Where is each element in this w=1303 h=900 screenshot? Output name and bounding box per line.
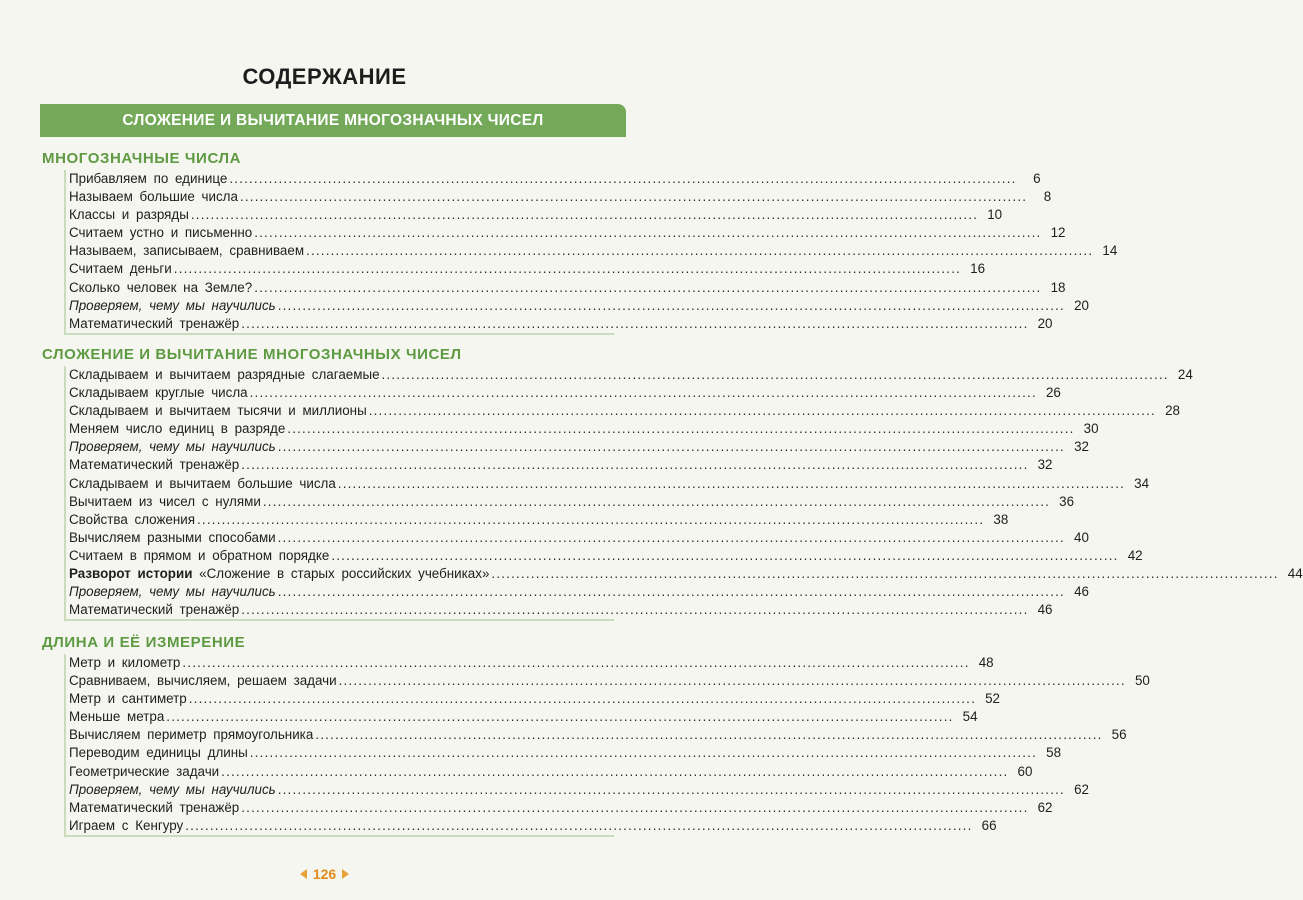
toc-entry-page: 20 <box>1074 297 1089 313</box>
dot-leader: ................................................................................................................................................................ <box>239 189 1028 205</box>
section-heading: СЛОЖЕНИЕ И ВЫЧИТАНИЕ МНОГОЗНАЧНЫХ ЧИСЕЛ <box>42 346 462 363</box>
toc-entry-text: Считаем деньги <box>69 261 172 277</box>
dot-leader: ................................................................................................................................................................ <box>185 817 973 833</box>
dot-leader: ................................................................................................................................................................ <box>166 709 954 725</box>
toc-entry-text: Математический тренажёр <box>69 457 240 473</box>
toc-entry-page: 66 <box>981 817 997 833</box>
toc-entry-page: 46 <box>1074 584 1089 600</box>
toc-entry-title <box>69 565 489 583</box>
toc-entry-text: Классы и разряды <box>69 207 189 223</box>
toc-entry-page: 34 <box>1134 475 1150 491</box>
toc-entry-title <box>69 529 276 547</box>
toc-entry-title <box>69 583 276 601</box>
toc-entry[interactable] <box>69 366 1193 384</box>
next-page-arrow-icon[interactable] <box>342 869 349 879</box>
toc-entry-text: Меняем число единиц в разряде <box>69 421 286 437</box>
toc-entry-text: Метр и сантиметр <box>69 691 187 707</box>
toc-entry-title <box>69 799 239 817</box>
dot-leader: ................................................................................................................................................................ <box>381 367 1169 382</box>
toc-entry[interactable] <box>69 583 1089 601</box>
toc-entry[interactable] <box>69 511 1009 529</box>
toc-entry-page: 44 <box>1287 566 1303 582</box>
toc-entries <box>64 170 1118 335</box>
toc-entry-title <box>69 242 304 260</box>
dot-leader: ................................................................................................................................................................ <box>249 385 1037 401</box>
dot-leader: ................................................................................................................................................................ <box>277 529 1065 545</box>
toc-entry-page: 42 <box>1127 547 1143 563</box>
dot-leader: ................................................................................................................................................................ <box>221 763 1009 779</box>
prev-page-arrow-icon[interactable] <box>300 869 307 879</box>
toc-entry[interactable] <box>69 799 1053 817</box>
toc-entry-title <box>69 456 239 474</box>
toc-entry-text: Математический тренажёр <box>69 602 240 618</box>
chapter-title: СЛОЖЕНИЕ И ВЫЧИТАНИЕ МНОГОЗНАЧНЫХ ЧИСЕЛ <box>122 111 544 129</box>
chapter-banner <box>40 104 626 137</box>
toc-entry-text: Сколько человек на Земле? <box>69 279 253 295</box>
toc-entry[interactable] <box>69 744 1062 762</box>
dot-leader: ................................................................................................................................................................ <box>277 584 1065 600</box>
toc-entry[interactable] <box>69 690 1001 708</box>
toc-entry-page: 8 <box>1043 189 1052 205</box>
dot-leader: ................................................................................................................................................................ <box>197 511 985 527</box>
toc-entry-page: 38 <box>993 511 1009 527</box>
toc-entry-title <box>69 817 183 835</box>
toc-entry-text: Проверяем, чему мы научились <box>69 781 276 797</box>
toc-entries <box>64 654 1150 837</box>
toc-entry[interactable] <box>69 170 1041 188</box>
toc-entry-text: Математический тренажёр <box>69 315 240 331</box>
toc-section-1 <box>40 148 1118 335</box>
toc-entries <box>64 366 1303 621</box>
toc-entry[interactable] <box>69 188 1052 206</box>
toc-entry-title <box>69 420 285 438</box>
toc-entry-page: 62 <box>1037 799 1053 815</box>
section-heading: ДЛИНА И ЕЁ ИЗМЕРЕНИЕ <box>42 634 246 651</box>
toc-entry[interactable] <box>69 315 1053 333</box>
toc-entry-text: Складываем и вычитаем разрядные слагаемые <box>69 367 380 382</box>
dot-leader: ................................................................................................................................................................ <box>331 547 1119 563</box>
dot-leader: ................................................................................................................................................................ <box>491 566 1279 582</box>
toc-entry-title <box>69 672 337 690</box>
toc-entry-page: 54 <box>962 709 978 725</box>
dot-leader: ................................................................................................................................................................ <box>241 315 1029 331</box>
dot-leader: ................................................................................................................................................................ <box>277 297 1065 313</box>
toc-entry[interactable] <box>69 475 1150 493</box>
toc-entry-title <box>69 708 164 726</box>
toc-entry-text: Проверяем, чему мы научились <box>69 297 276 313</box>
toc-entry-text: Свойства сложения <box>69 511 196 527</box>
toc-entry[interactable] <box>69 565 1303 583</box>
toc-entry-text: Складываем и вычитаем большие числа <box>69 475 336 491</box>
toc-entry[interactable] <box>69 493 1075 511</box>
toc-entry-title <box>69 438 276 456</box>
toc-entry-page: 58 <box>1046 745 1062 761</box>
toc-entry[interactable] <box>69 402 1180 420</box>
toc-entry[interactable] <box>69 260 986 278</box>
toc-entry[interactable] <box>69 438 1089 456</box>
toc-entry[interactable] <box>69 297 1089 315</box>
toc-entry-title <box>69 206 189 224</box>
toc-entry[interactable] <box>69 547 1143 565</box>
toc-entry-text: Сравниваем, вычисляем, решаем задачи <box>69 673 337 689</box>
dot-leader: ................................................................................................................................................................ <box>368 403 1156 419</box>
toc-entry-text: Проверяем, чему мы научились <box>69 439 276 455</box>
toc-entry-title <box>69 511 195 529</box>
toc-entry-text: Проверяем, чему мы научились <box>69 584 276 600</box>
toc-entry-title <box>69 690 187 708</box>
toc-entry-title <box>69 601 239 619</box>
toc-entry-text: Вычитаем из чисел с нулями <box>69 493 261 509</box>
toc-entry[interactable] <box>69 384 1061 402</box>
toc-entry-text: Меньше метра <box>69 709 165 725</box>
dot-leader: ................................................................................................................................................................ <box>277 439 1065 455</box>
page-title: СОДЕРЖАНИЕ <box>242 64 407 89</box>
toc-entry-title <box>69 297 276 315</box>
toc-entry-page: 50 <box>1134 673 1150 689</box>
toc-entry-text: Складываем и вычитаем тысячи и миллионы <box>69 403 367 419</box>
dot-leader: ................................................................................................................................................................ <box>190 207 979 223</box>
dot-leader: ................................................................................................................................................................ <box>241 602 1029 618</box>
dot-leader: ................................................................................................................................................................ <box>229 171 1017 186</box>
toc-entry-title <box>69 402 367 420</box>
toc-entry[interactable] <box>69 763 1033 781</box>
dot-leader: ................................................................................................................................................................ <box>241 799 1029 815</box>
toc-entry-title <box>69 475 336 493</box>
toc-entry-page: 20 <box>1037 315 1053 331</box>
dot-leader: ................................................................................................................................................................ <box>262 493 1051 509</box>
dot-leader: ................................................................................................................................................................ <box>254 225 1042 241</box>
toc-entry-title <box>69 744 248 762</box>
dot-leader: ................................................................................................................................................................ <box>188 691 977 707</box>
dot-leader: ................................................................................................................................................................ <box>173 261 962 277</box>
dot-leader: ................................................................................................................................................................ <box>254 279 1042 295</box>
toc-entry-page: 24 <box>1177 367 1193 382</box>
toc-entry[interactable] <box>69 456 1053 474</box>
page-footer <box>0 866 649 882</box>
toc-entry-page: 12 <box>1050 225 1066 241</box>
toc-entry-page: 46 <box>1037 602 1053 618</box>
toc-entry[interactable] <box>69 420 1099 438</box>
dot-leader: ................................................................................................................................................................ <box>249 745 1038 761</box>
toc-entry-page: 60 <box>1017 763 1033 779</box>
toc-entry-title <box>69 384 248 402</box>
toc-entry-page: 18 <box>1050 279 1066 295</box>
toc-entry-text: Считаем в прямом и обратном порядке <box>69 547 330 563</box>
toc-entry-text: Считаем устно и письменно <box>69 225 253 241</box>
dot-leader: ................................................................................................................................................................ <box>182 655 970 670</box>
dot-leader: ................................................................................................................................................................ <box>277 781 1065 797</box>
toc-entry[interactable] <box>69 529 1089 547</box>
toc-entry-title <box>69 763 219 781</box>
toc-entry-text: Называем, записываем, сравниваем <box>69 243 305 259</box>
toc-entry-title <box>69 188 238 206</box>
toc-entry-text: Вычисляем периметр прямоугольника <box>69 727 314 743</box>
toc-entry-page: 10 <box>987 207 1003 223</box>
toc-entry[interactable] <box>69 817 997 835</box>
toc-entry[interactable] <box>69 708 978 726</box>
toc-entry-text: Математический тренажёр <box>69 799 240 815</box>
dot-leader: ................................................................................................................................................................ <box>337 475 1126 491</box>
toc-entry-title <box>69 726 313 744</box>
toc-entry-title <box>69 170 227 188</box>
toc-entry-page: 14 <box>1102 243 1118 259</box>
toc-entry-text: Прибавляем по единице <box>69 171 228 186</box>
section-heading: МНОГОЗНАЧНЫЕ ЧИСЛА <box>42 150 242 167</box>
toc-entry-page: 52 <box>985 691 1001 707</box>
toc-entry-title <box>69 547 329 565</box>
toc-entry-text: Метр и километр <box>69 655 181 670</box>
toc-entry-page: 62 <box>1074 781 1089 797</box>
dot-leader: ................................................................................................................................................................ <box>306 243 1094 259</box>
toc-entry[interactable] <box>69 781 1089 799</box>
dot-leader: ................................................................................................................................................................ <box>315 727 1103 743</box>
toc-entry[interactable] <box>69 654 994 672</box>
toc-entry[interactable] <box>69 726 1127 744</box>
toc-entry-title <box>69 781 276 799</box>
toc-entry-title <box>69 493 261 511</box>
dot-leader: ................................................................................................................................................................ <box>241 457 1029 473</box>
toc-entry-title <box>69 315 239 333</box>
toc-entry-text: Играем с Кенгуру <box>69 817 184 833</box>
toc-entry[interactable] <box>69 279 1066 297</box>
toc-entry-text: Вычисляем разными способами <box>69 529 276 545</box>
toc-entry-page: 40 <box>1074 529 1089 545</box>
dot-leader: ................................................................................................................................................................ <box>287 421 1075 437</box>
toc-entry[interactable] <box>69 601 1053 619</box>
page-number: 126 <box>312 866 337 882</box>
toc-entry-title <box>69 654 180 672</box>
toc-entry-page: 28 <box>1165 403 1180 419</box>
toc-entry[interactable] <box>69 224 1066 242</box>
toc-entry-title <box>69 224 252 242</box>
toc-section-3 <box>40 632 1150 837</box>
toc-entry-text: Геометрические задачи <box>69 763 220 779</box>
toc-entry-title <box>69 279 252 297</box>
toc-entry-page: 36 <box>1059 493 1075 509</box>
toc-entry[interactable] <box>69 206 1003 224</box>
toc-entry-page: 32 <box>1074 439 1089 455</box>
toc-entry-page: 30 <box>1083 421 1099 437</box>
dot-leader: ................................................................................................................................................................ <box>338 673 1126 689</box>
toc-entry-page: 48 <box>978 655 994 670</box>
toc-entry-title <box>69 260 172 278</box>
toc-entry-text: Переводим единицы длины <box>69 745 248 761</box>
toc-entry[interactable] <box>69 672 1150 690</box>
toc-entry-bold-label: Разворот истории <box>69 566 193 582</box>
toc-entry-page: 26 <box>1045 385 1061 401</box>
toc-entry-text: Называем большие числа <box>69 189 238 205</box>
toc-entry-text: Складываем круглые числа <box>69 385 248 401</box>
toc-entry-page: 6 <box>1033 171 1041 186</box>
toc-entry-page: 56 <box>1111 727 1127 743</box>
toc-entry[interactable] <box>69 242 1118 260</box>
toc-entry-text: «Сложение в старых российских учебниках» <box>192 566 490 582</box>
toc-entry-page: 32 <box>1037 457 1053 473</box>
toc-entry-title <box>69 366 380 384</box>
toc-entry-page: 16 <box>970 261 986 277</box>
toc-section-2 <box>40 344 1303 621</box>
